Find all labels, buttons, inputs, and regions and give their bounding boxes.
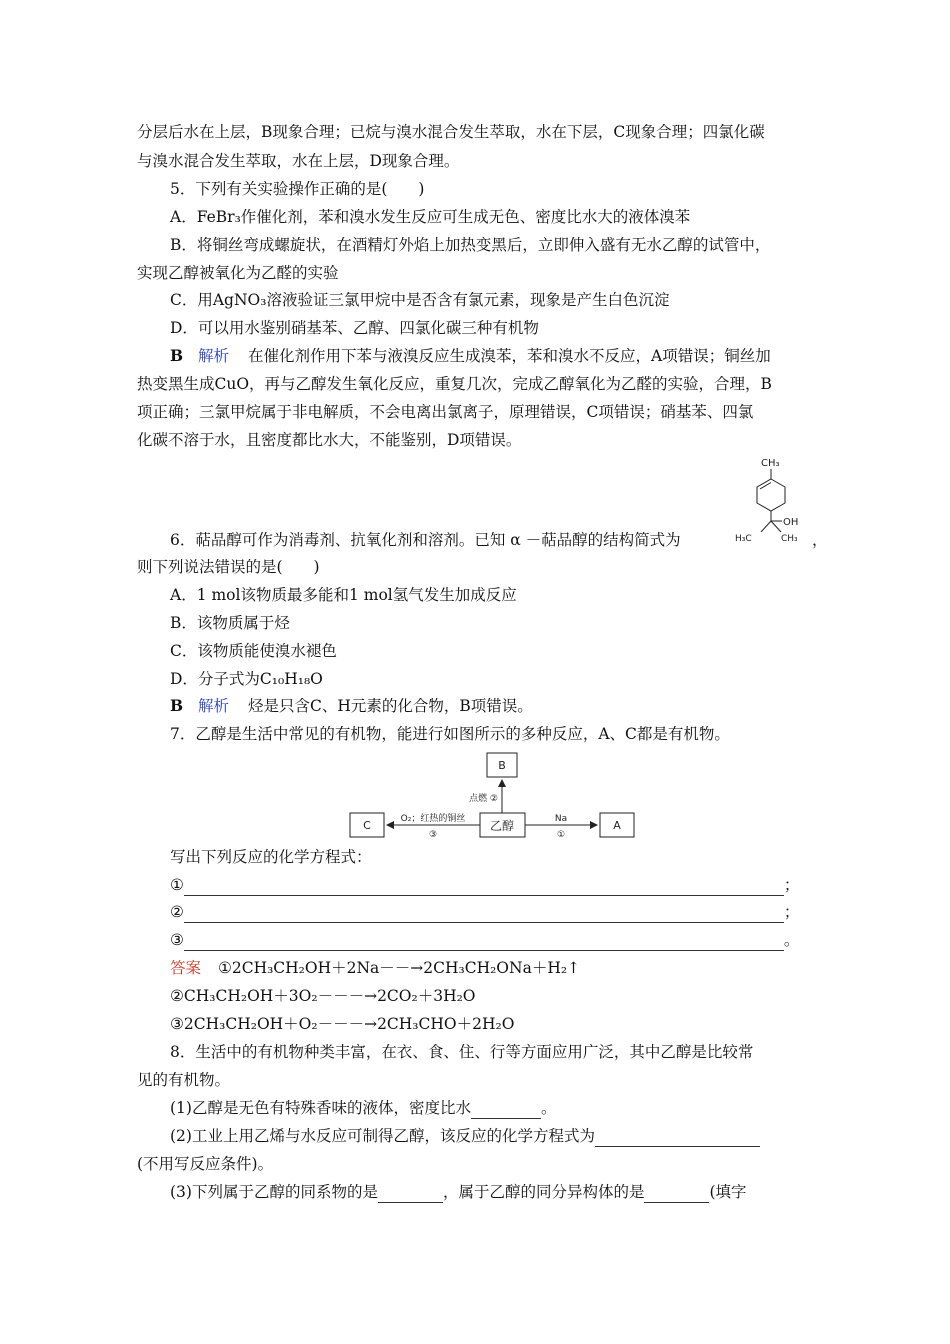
q8-sub-3 <box>170 1181 747 1203</box>
q8-sub-3-blank-1[interactable] <box>378 1186 443 1203</box>
diagram-arrow-left-top: O₂；红热的铜丝 <box>400 814 466 824</box>
q5-explanation-line-4: 化碳不溶于水，且密度都比水大，不能鉴别，D项错误。 <box>137 431 522 449</box>
q7-prompt: 写出下列反应的化学方程式： <box>170 848 372 866</box>
q8-sub-3-text-c: (填字 <box>709 1183 747 1201</box>
diagram-arrow-up-label: 点燃 ② <box>469 794 498 804</box>
q6-explanation-text: 烃是只含C、H元素的化合物，B项错误。 <box>248 697 533 715</box>
q8-stem-line-2: 见的有机物。 <box>137 1071 231 1089</box>
q7-answer-3: ③2CH₃CH₂OH＋O₂－－－→2CH₃CHO＋2H₂O <box>170 1015 515 1033</box>
q7-blank-3[interactable] <box>184 934 784 951</box>
q6-stem-line-1: 6．萜品醇可作为消毒剂、抗氧化剂和溶剂。已知 α －萜品醇的结构简式为 <box>170 531 681 549</box>
q5-explanation-label: 解析 <box>198 347 230 365</box>
q7-blank-row-2 <box>170 901 799 923</box>
q6-option-d: D．分子式为C₁₀H₁₈O <box>170 670 323 688</box>
q5-explanation-line-1 <box>170 345 771 367</box>
q5-option-d: D．可以用水鉴别硝基苯、乙醇、四氯化碳三种有机物 <box>170 319 539 337</box>
structure-right-ch3: CH₃ <box>781 534 798 544</box>
terpineol-structure <box>725 452 810 544</box>
q7-stem: 7．乙醇是生活中常见的有机物，能进行如图所示的多种反应，A、C都是有机物。 <box>170 725 730 743</box>
q7-blank-2-end: ； <box>783 903 800 921</box>
q5-explanation-text-1: 在催化剂作用下苯与液溴反应生成溴苯，苯和溴水不反应，A项错误；铜丝加 <box>248 347 771 365</box>
q7-blank-row-1 <box>170 874 799 896</box>
q6-option-c: C．该物质能使溴水褪色 <box>170 642 337 660</box>
q5-answer: B <box>170 346 184 365</box>
q8-stem-line-1: 8．生活中的有机物种类丰富，在衣、食、住、行等方面应用广泛，其中乙醇是比较常 <box>170 1043 754 1061</box>
q7-answer-line-1 <box>170 957 580 979</box>
q7-answer-label: 答案 <box>170 959 202 977</box>
q7-answer-1: ①2CH₃CH₂OH＋2Na－－→2CH₃CH₂ONa＋H₂↑ <box>217 959 581 977</box>
q7-blank-3-marker: ③ <box>170 931 184 949</box>
q5-option-c: C．用AgNO₃溶液验证三氯甲烷中是否含有氯元素，现象是产生白色沉淀 <box>170 291 670 309</box>
q8-sub-1-text: (1)乙醇是无色有特殊香味的液体，密度比水 <box>170 1099 471 1117</box>
q8-sub-2-line-2: (不用写反应条件)。 <box>137 1155 274 1173</box>
q8-sub-1-blank[interactable] <box>471 1102 541 1119</box>
intro-line-1: 分层后水在上层，B现象合理；已烷与溴水混合发生萃取，水在下层，C现象合理；四氯化碳 <box>137 123 765 141</box>
diagram-box-c-label: C <box>363 819 371 832</box>
q8-sub-1 <box>170 1097 556 1119</box>
q7-blank-1[interactable] <box>184 879 784 896</box>
diagram-arrow-right-top: Na <box>554 814 568 824</box>
diagram-arrow-right-bottom: ① <box>556 830 566 840</box>
q7-answer-2: ②CH₃CH₂OH＋3O₂－－－→2CO₂＋3H₂O <box>170 987 476 1005</box>
structure-top-ch3: CH₃ <box>761 458 780 469</box>
q7-blank-1-end: ； <box>783 876 800 894</box>
q6-option-b: B．该物质属于烃 <box>170 614 290 632</box>
structure-left-h3c: H₃C <box>735 534 752 544</box>
q8-sub-2 <box>170 1125 760 1147</box>
q6-stem-line-2: 则下列说法错误的是( ) <box>137 558 320 576</box>
q6-option-a: A．1 mol该物质最多能和1 mol氢气发生加成反应 <box>170 586 517 604</box>
q8-sub-3-blank-2[interactable] <box>644 1186 709 1203</box>
diagram-box-b-label: B <box>498 759 506 772</box>
ethanol-reaction-diagram <box>345 752 640 842</box>
diagram-arrow-left-bottom: ③ <box>428 830 438 840</box>
q5-option-a: A．FeBr₃作催化剂，苯和溴水发生反应可生成无色、密度比水大的液体溴苯 <box>170 208 691 226</box>
q8-sub-2-text: (2)工业上用乙烯与水反应可制得乙醇，该反应的化学方程式为 <box>170 1127 595 1145</box>
q6-explanation-label: 解析 <box>198 697 230 715</box>
q5-explanation-line-2: 热变黑生成CuO，再与乙醇发生氧化反应，重复几次，完成乙醇氧化为乙醛的实验，合理，B <box>137 375 772 393</box>
q8-sub-3-text-b: ，属于乙醇的同分异构体的是 <box>442 1183 645 1201</box>
q7-blank-2[interactable] <box>184 906 784 923</box>
structure-oh: OH <box>783 517 799 528</box>
q7-blank-row-3 <box>170 929 799 951</box>
q5-option-b-line-2: 实现乙醇被氧化为乙醛的实验 <box>137 264 339 282</box>
q8-sub-3-text-a: (3)下列属于乙醇的同系物的是 <box>170 1183 378 1201</box>
q5-explanation-line-3: 项正确；三氯甲烷属于非电解质，不会电离出氯离子，原理错误，C项错误；硝基苯、四氯 <box>137 403 754 421</box>
q8-sub-2-blank[interactable] <box>595 1130 760 1147</box>
q5-option-b-line-1: B．将铜丝弯成螺旋状，在酒精灯外焰上加热变黑后，立即伸入盛有无水乙醇的试管中， <box>170 236 771 254</box>
q6-explanation <box>170 695 533 717</box>
intro-line-2: 与溴水混合发生萃取，水在上层，D现象合理。 <box>137 152 460 170</box>
q5-stem: 5．下列有关实验操作正确的是( ) <box>170 180 425 198</box>
q7-blank-3-end: 。 <box>783 931 800 949</box>
q6-answer: B <box>170 696 184 715</box>
q6-stem-line-1-end: ， <box>812 531 828 549</box>
diagram-box-ethanol-label: 乙醇 <box>489 819 515 833</box>
q7-blank-1-marker: ① <box>170 876 184 894</box>
q8-sub-1-end: 。 <box>540 1099 557 1117</box>
diagram-box-a-label: A <box>613 819 621 832</box>
q7-blank-2-marker: ② <box>170 903 184 921</box>
